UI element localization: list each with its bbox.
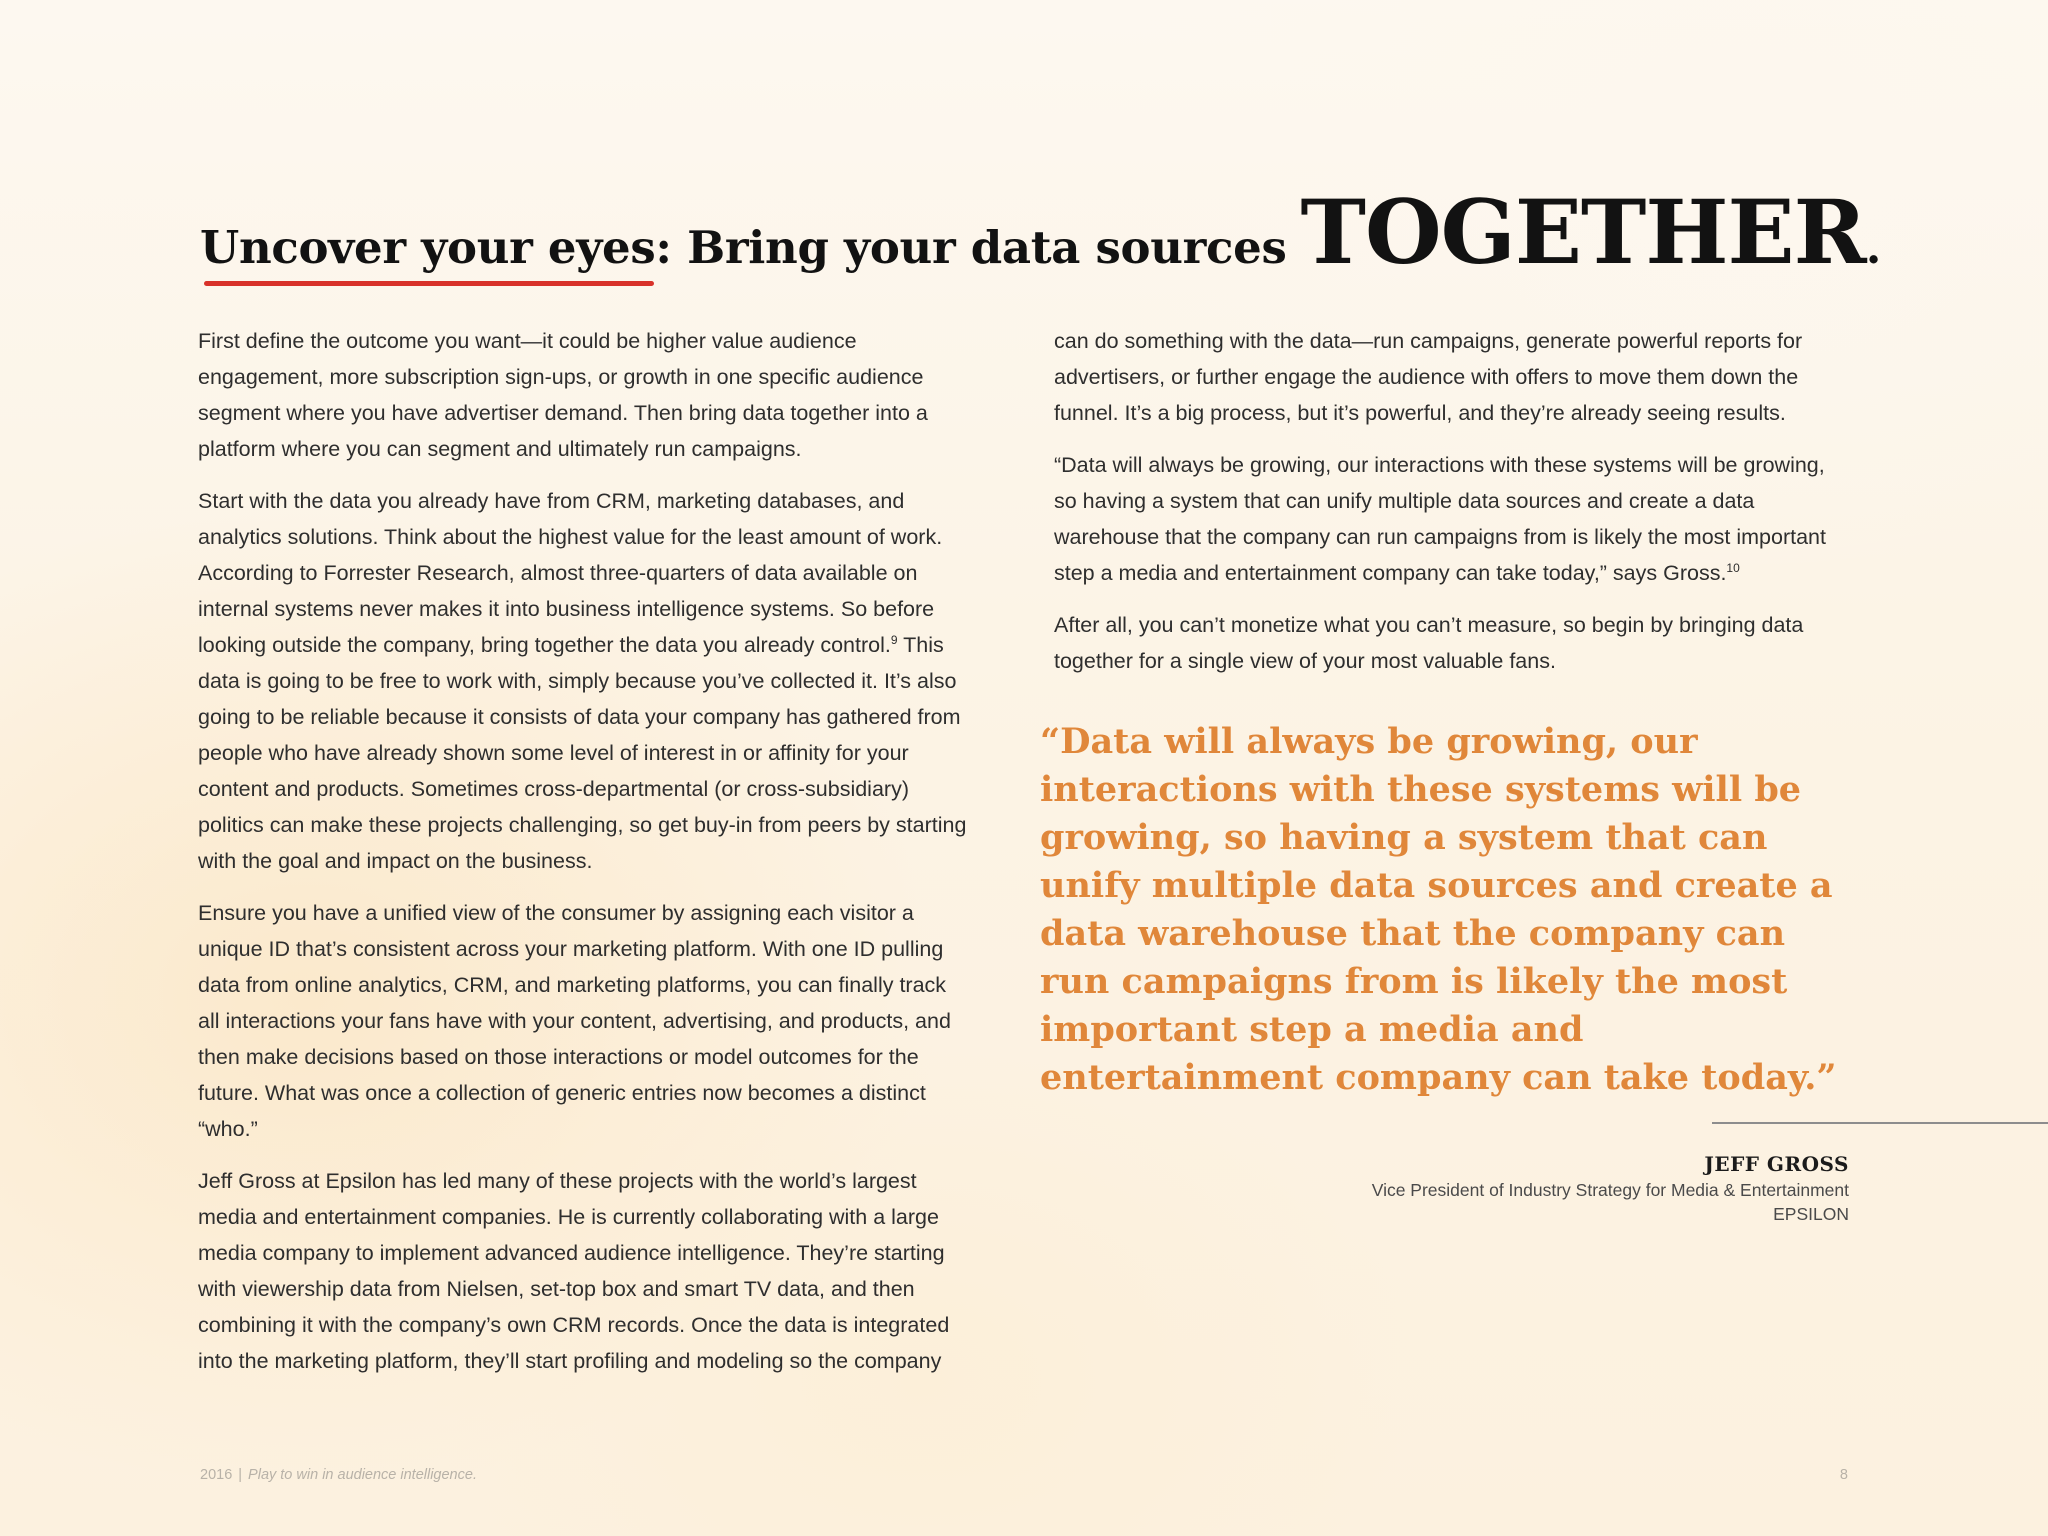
right-paragraph-2 — [1054, 447, 1834, 591]
page-number: 8 — [1839, 1467, 1848, 1483]
left-paragraph-2-part-a: Start with the data you already have from CRM, marketing databases, and analytics solutions. Think about the highest value for the least amount of work. According to Forrester Research, almost three-quarters of data available on internal systems never makes it into business intelligence systems. So before looking outside the company, bring together the data you already control. — [198, 489, 943, 657]
footnote-ref-9: 9 — [890, 632, 898, 647]
right-column — [1054, 323, 1834, 695]
attribution-title: Vice President of Industry Strategy for Media & Entertainment — [1371, 1180, 1849, 1200]
left-paragraph-3: Ensure you have a unified view of the consumer by assigning each visitor a unique ID that’s consistent across your marketing platform. With one ID pulling data from online analytics, CRM, and marketing platforms, you can finally track all interactions your fans have with your content, advertising, and products, and then make decisions based on those interactions or model outcomes for the future. What was once a collection of generic entries now becomes a distinct “who.” — [198, 901, 951, 1141]
heading-emphasis: TOGETHER — [1300, 180, 1866, 284]
right-paragraph-3: After all, you can’t monetize what you can’t measure, so begin by bringing data together for a single view of your most valuable fans. — [1054, 613, 1804, 673]
footer-year: 2016 — [200, 1467, 233, 1483]
left-paragraph-4: Jeff Gross at Epsilon has led many of these projects with the world’s largest media and entertainment companies. He is currently collaborating with a large media company to implement advanced audience intelligence. They’re starting with viewership data from Nielsen, set-top box and smart TV data, and then combining it with the company’s own CRM records. Once the data is integrated into the marketing platform, they’ll start profiling and modeling so the company — [198, 1169, 950, 1373]
page-heading — [200, 180, 1882, 284]
footer-tagline: Play to win in audience intelligence. — [248, 1467, 477, 1483]
pull-quote: “Data will always be growing, our interactions with these systems will be growing, so having a system that can unify multiple data sources and create a data warehouse that the company can run campaigns from is likely the most important step a media and entertainment company can take today.” — [1040, 721, 1837, 1098]
heading-lead: Uncover your eyes: Bring your data sources — [200, 221, 1287, 274]
left-column — [198, 323, 970, 1395]
left-paragraph-2 — [198, 483, 970, 879]
right-paragraph-1: can do something with the data—run campaigns, generate powerful reports for advertisers, or further engage the audience with offers to move them down the funnel. It’s a big process, but it’s powerful, and they’re already seeing results. — [1054, 329, 1803, 425]
left-paragraph-2-part-b: This data is going to be free to work with, simply because you’ve collected it. It’s also going to be reliable because it consists of data your company has gathered from people who have already shown some level of interest in or affinity for your content and products. Sometimes cross-departmental (or cross-subsidiary) politics can make these projects challenging, so get buy-in from peers by starting with the goal and impact on the business. — [198, 633, 967, 873]
right-paragraph-2-text: “Data will always be growing, our interactions with these systems will be growing, so having a system that can unify multiple data sources and create a data warehouse that the company can run campaigns from is likely the most important step a media and entertainment company can take today,” says Gross. — [1054, 453, 1826, 585]
heading-period: . — [1865, 221, 1882, 274]
footnote-ref-10: 10 — [1726, 560, 1740, 575]
attribution-company: EPSILON — [1773, 1204, 1849, 1224]
left-paragraph-1: First define the outcome you want—it could be higher value audience engagement, more subscription sign-ups, or growth in one specific audience segment where you have advertiser demand. Then bring data together into a platform where you can segment and ultimately run campaigns. — [198, 329, 928, 461]
page-footer — [200, 1467, 477, 1483]
attribution-rule — [1712, 1122, 2048, 1124]
quote-attribution — [1249, 1150, 1849, 1226]
heading-underline — [204, 281, 654, 286]
attribution-name: JEFF GROSS — [1704, 1152, 1849, 1176]
footer-separator: | — [238, 1467, 243, 1483]
